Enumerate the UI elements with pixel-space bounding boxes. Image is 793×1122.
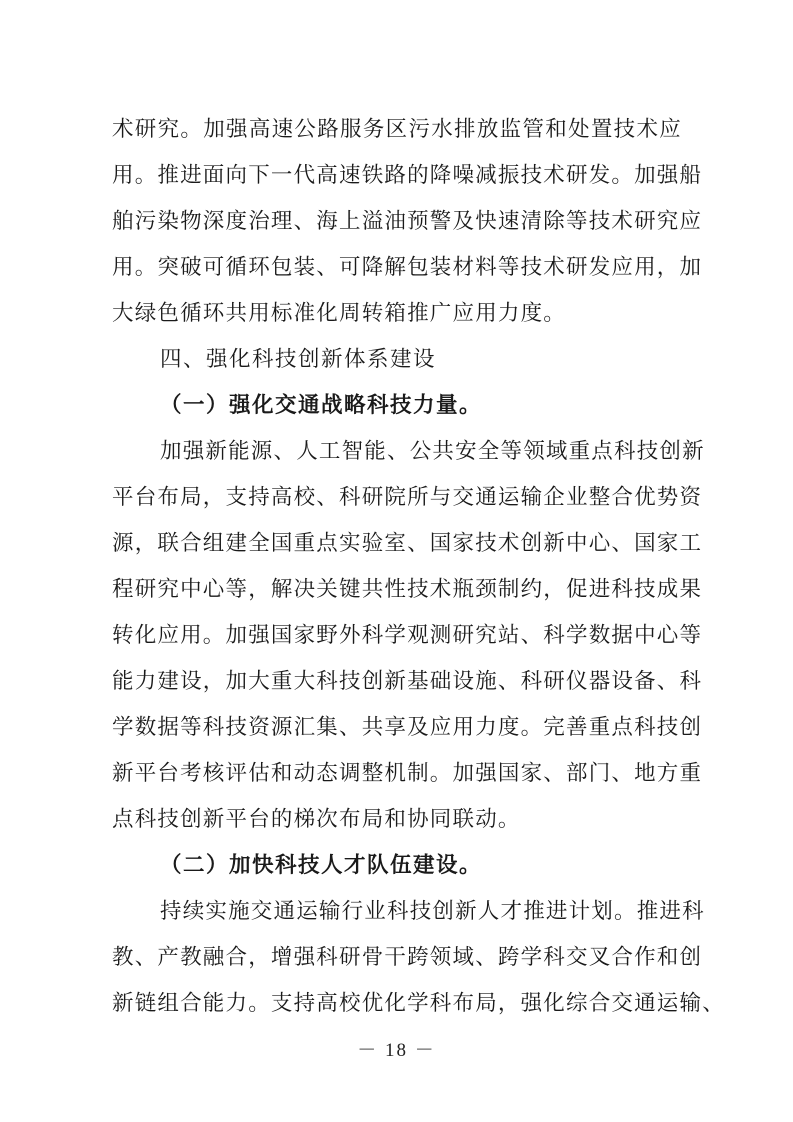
subsection-heading: （二）加快科技人才队伍建设。 [160,853,483,878]
body-text-line: 舶污染物深度治理、海上溢油预警及快速清除等技术研究应 [112,209,703,234]
body-text-line: 加强新能源、人工智能、公共安全等领域重点科技创新 [160,439,705,464]
body-text-line: 能力建设，加大重大科技创新基础设施、科研仪器设备、科 [112,669,703,694]
body-text-line: 程研究中心等，解决关键共性技术瓶颈制约，促进科技成果 [112,577,703,602]
page-number: － 18 － [357,1040,436,1061]
body-text-line: 用。推进面向下一代高速铁路的降噪减振技术研发。加强船 [112,163,703,188]
body-text-line: 持续实施交通运输行业科技创新人才推进计划。推进科 [160,899,705,924]
body-text-line: 大绿色循环共用标准化周转箱推广应用力度。 [112,301,567,326]
body-text-line: 点科技创新平台的梯次布局和协同联动。 [112,807,521,832]
body-text-line: 新平台考核评估和动态调整机制。加强国家、部门、地方重 [112,761,703,786]
body-text-line: 教、产教融合，增强科研骨干跨领域、跨学科交叉合作和创 [112,945,703,970]
body-text-line: 源，联合组建全国重点实验室、国家技术创新中心、国家工 [112,531,703,556]
body-text-line: 学数据等科技资源汇集、共享及应用力度。完善重点科技创 [112,715,703,740]
subsection-heading: （一）强化交通战略科技力量。 [160,393,483,418]
body-text-line: 新链组合能力。支持高校优化学科布局，强化综合交通运输、 [112,991,725,1016]
body-text-line: 用。突破可循环包装、可降解包装材料等技术研发应用，加 [112,255,703,280]
body-text-line: 平台布局，支持高校、科研院所与交通运输企业整合优势资 [112,485,703,510]
body-text-line: 转化应用。加强国家野外科学观测研究站、科学数据中心等 [112,623,703,648]
body-text-line: 术研究。加强高速公路服务区污水排放监管和处置技术应 [112,117,682,142]
section-heading: 四、强化科技创新体系建设 [160,347,437,372]
